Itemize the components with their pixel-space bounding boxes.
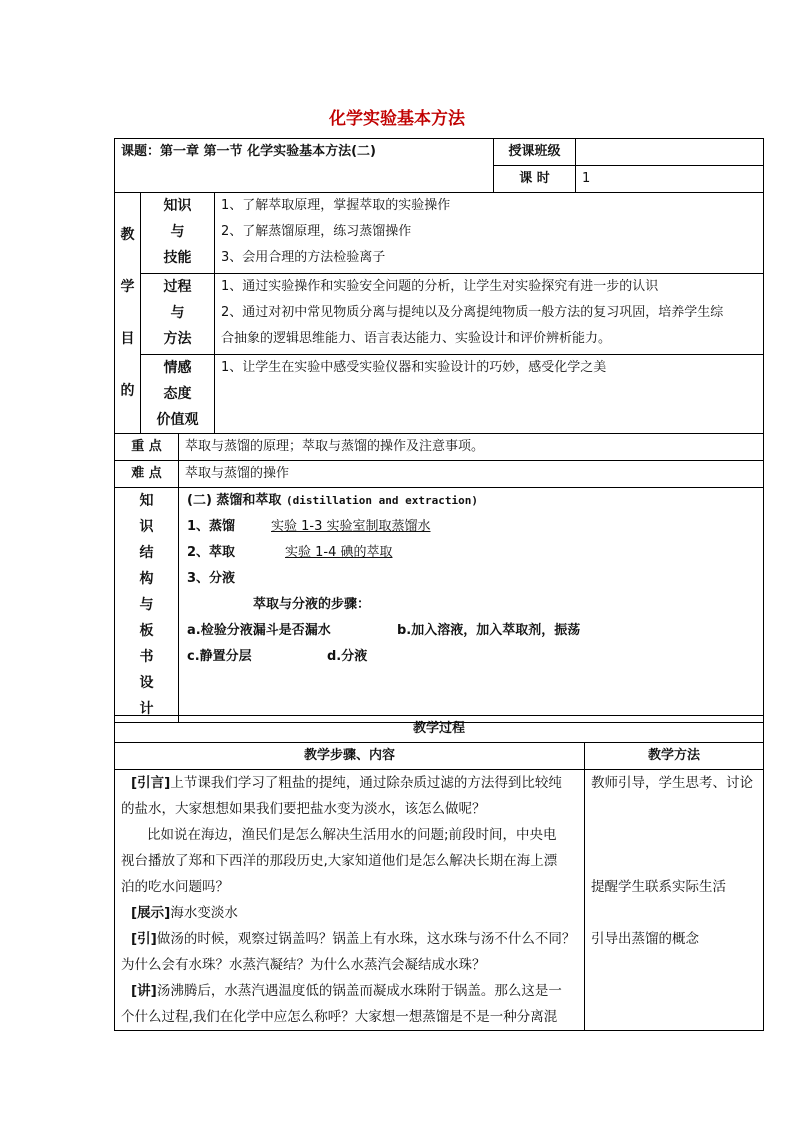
process-label-line: 方法	[163, 331, 192, 347]
board-heading-en: (distillation and extraction)	[285, 494, 479, 507]
board-content	[179, 488, 764, 723]
method-line	[591, 796, 757, 822]
process-label-line: 过程	[163, 279, 192, 295]
process-item: 2、通过对初中常见物质分离与提纯以及分离提纯物质一般方法的复习巩固，培养学生综	[221, 305, 724, 320]
knowledge-items	[215, 193, 764, 274]
process-line-tag: [引]	[131, 931, 157, 947]
process-method-content	[585, 770, 764, 1031]
board-side-char: 结	[139, 545, 154, 561]
process-line-text: 视台播放了郑和下西洋的那段历史,大家知道他们是怎么解决长期在海上漂	[121, 853, 558, 869]
method-line	[591, 900, 757, 926]
board-step-b: b.加入溶液，加入萃取剂，振荡	[397, 623, 581, 638]
process-line-tag: [引言]	[131, 775, 171, 791]
board-side-char: 计	[139, 701, 154, 717]
process-line-text: 做汤的时候，观察过锅盖吗？锅盖上有水珠，这水珠与汤不什么不同？	[156, 931, 576, 947]
process-line-text: 比如说在海边，渔民们是怎么解决生活用水的问题;前段时间，中央电	[147, 827, 557, 843]
process-line	[121, 874, 578, 900]
process-line-text: 泊的吃水问题吗？	[121, 879, 229, 895]
method-line: 教师引导，学生思考、讨论	[591, 775, 753, 791]
process-label	[141, 274, 215, 355]
emotion-label-line: 情感	[163, 360, 192, 376]
process-item: 合抽象的逻辑思维能力、语言表达能力、实验设计和评价辨析能力。	[221, 331, 612, 346]
knowledge-label-line: 技能	[163, 250, 192, 266]
method-line: 提醒学生联系实际生活	[591, 879, 726, 895]
process-line-text: 的盐水，大家想想如果我们要把盐水变为淡水，该怎么做呢？	[121, 801, 486, 817]
process-line	[121, 926, 578, 952]
method-line	[591, 978, 757, 1004]
lesson-plan-table	[114, 138, 764, 723]
process-line-tag: [展示]	[131, 905, 171, 921]
document-title: 化学实验基本方法	[329, 109, 465, 129]
goals-side-char: 学	[120, 279, 135, 295]
topic-text: 第一章 第一节 化学实验基本方法(二)	[160, 144, 376, 159]
class-label: 授课班级	[494, 139, 576, 166]
process-label-line: 与	[170, 305, 185, 321]
knowledge-label-line: 知识	[163, 198, 192, 214]
process-line	[121, 770, 578, 796]
board-side-char: 书	[139, 649, 154, 665]
knowledge-label-line: 与	[170, 224, 185, 240]
process-line	[121, 822, 578, 848]
board-item-2: 2、萃取	[187, 545, 236, 560]
process-line-tag: [讲]	[131, 983, 157, 999]
method-line	[591, 1004, 757, 1030]
process-line	[121, 1004, 578, 1030]
method-line	[591, 822, 757, 848]
board-step-d: d.分液	[327, 649, 368, 664]
experiment-1-3-link: 实验 1-3 实验室制取蒸馏水	[271, 519, 431, 534]
process-line	[121, 900, 578, 926]
process-title: 教学过程	[115, 716, 764, 743]
experiment-1-4-link: 实验 1-4 碘的萃取	[285, 545, 393, 560]
process-item: 1、通过实验操作和实验安全问题的分析，让学生对实验探究有进一步的认识	[221, 279, 659, 294]
emotion-label-line: 态度	[163, 386, 192, 402]
goals-side-char: 目	[120, 331, 135, 347]
method-line: 引导出蒸馏的概念	[591, 931, 699, 947]
board-step-a: a.检验分液漏斗是否漏水	[187, 623, 331, 638]
emotion-label	[141, 355, 215, 434]
difficult-point-text: 萃取与蒸馏的操作	[179, 461, 764, 488]
board-side-char: 与	[139, 597, 154, 613]
topic-label: 课题：	[121, 144, 161, 159]
col-method-header: 教学方法	[585, 743, 764, 770]
board-side-char: 板	[139, 623, 154, 639]
method-line	[591, 848, 757, 874]
board-side-char: 设	[139, 675, 154, 691]
hours-label: 课 时	[494, 166, 576, 193]
emotion-label-line: 价值观	[156, 412, 199, 428]
process-steps-content	[115, 770, 585, 1031]
goals-side-label	[115, 193, 141, 434]
goals-side-char: 的	[120, 383, 135, 399]
process-line-text: 为什么会有水珠？水蒸汽凝结？为什么水蒸汽会凝结成水珠？	[121, 957, 486, 973]
process-line	[121, 952, 578, 978]
process-line-text: 上节课我们学习了粗盐的提纯，通过除杂质过滤的方法得到比较纯	[170, 775, 562, 791]
process-table	[114, 715, 764, 1031]
class-value	[576, 139, 764, 166]
board-side-label	[115, 488, 179, 723]
knowledge-label	[141, 193, 215, 274]
board-side-char: 构	[139, 571, 154, 587]
emotion-item: 1、让学生在实验中感受实验仪器和实验设计的巧妙，感受化学之美	[221, 360, 607, 375]
board-item-1: 1、蒸馏	[187, 519, 236, 534]
emotion-items	[215, 355, 764, 434]
knowledge-item: 1、了解萃取原理，掌握萃取的实验操作	[221, 198, 451, 213]
key-point-text: 萃取与蒸馏的原理；萃取与蒸馏的操作及注意事项。	[179, 434, 764, 461]
process-line	[121, 978, 578, 1004]
key-point-label: 重 点	[115, 434, 179, 461]
process-line	[121, 796, 578, 822]
knowledge-item: 3、会用合理的方法检验离子	[221, 250, 386, 265]
difficult-point-label: 难 点	[115, 461, 179, 488]
board-item-3: 3、分液	[187, 571, 236, 586]
board-side-char: 知	[139, 493, 154, 509]
board-steps-title: 萃取与分液的步骤：	[253, 597, 371, 612]
process-items	[215, 274, 764, 355]
process-line-text: 汤沸腾后，水蒸汽遇温度低的锅盖而凝成水珠附于锅盖。那么这是一	[156, 983, 562, 999]
hours-value: 1	[576, 166, 764, 193]
knowledge-item: 2、了解蒸馏原理，练习蒸馏操作	[221, 224, 412, 239]
goals-side-char: 教	[120, 227, 135, 243]
board-side-char: 识	[139, 519, 154, 535]
process-line-text: 海水变淡水	[170, 905, 238, 921]
process-line-text: 个什么过程,我们在化学中应怎么称呼？大家想一想蒸馏是不是一种分离混	[121, 1009, 558, 1025]
process-line	[121, 848, 578, 874]
col-steps-header: 教学步骤、内容	[115, 743, 585, 770]
board-step-c: c.静置分层	[187, 649, 252, 664]
method-line	[591, 952, 757, 978]
board-heading-cn: (二) 蒸馏和萃取	[187, 493, 282, 508]
topic-cell	[115, 139, 494, 193]
